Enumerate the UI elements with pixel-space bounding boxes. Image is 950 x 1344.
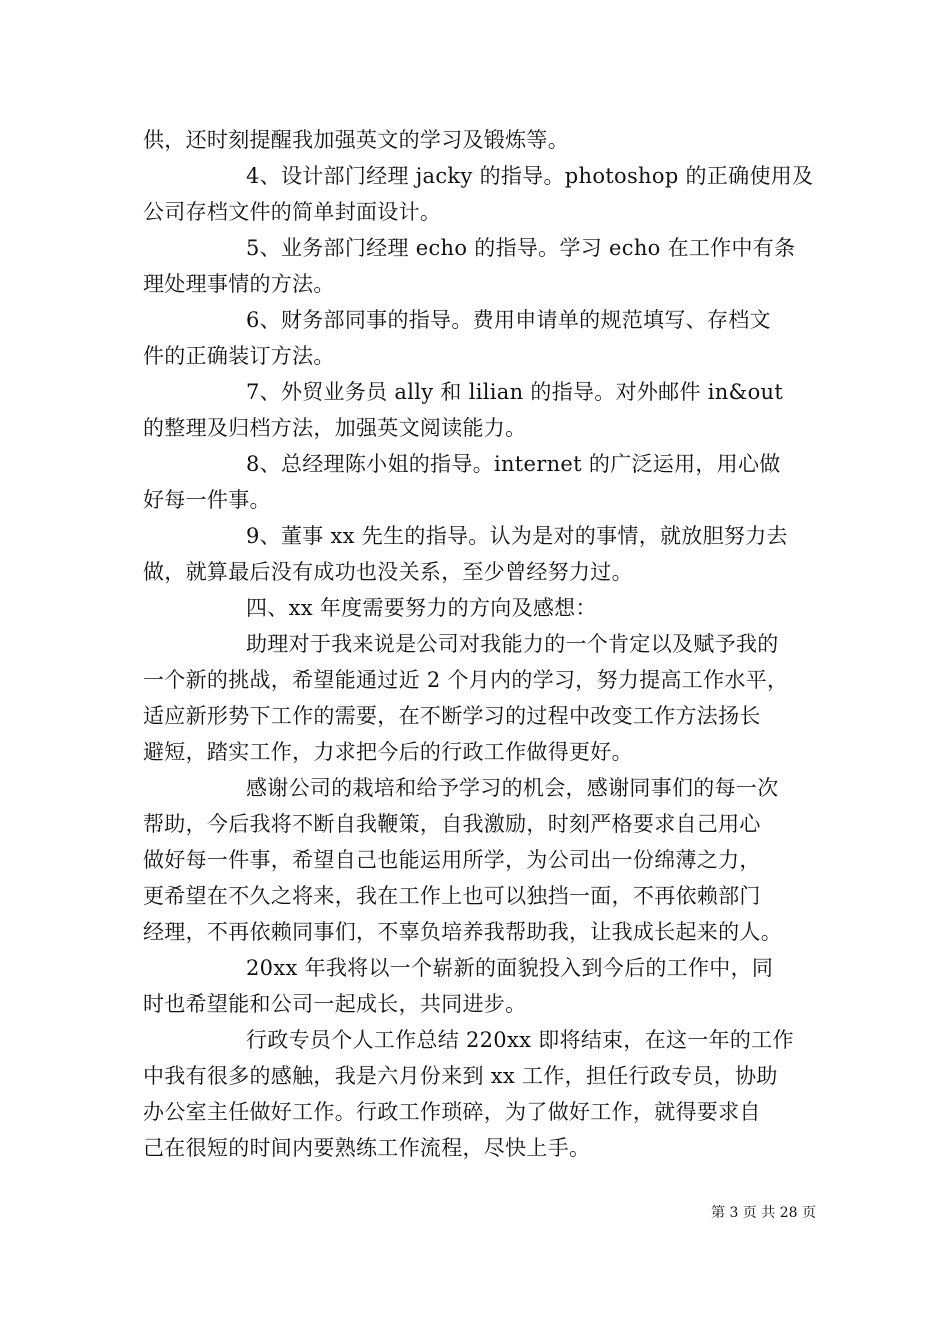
text-line: 避短，踏实工作，力求把今后的行政工作做得更好。	[143, 740, 633, 764]
text-line: 20xx 年我将以一个崭新的面貌投入到今后的工作中，同	[246, 956, 774, 980]
text-line: 6、财务部同事的指导。费用申请单的规范填写、存档文	[246, 308, 771, 332]
text-line: 供，还时刻提醒我加强英文的学习及锻炼等。	[143, 128, 569, 152]
text-line: 帮助，今后我将不断自我鞭策，自我激励，时刻严格要求自己用心	[143, 812, 761, 836]
text-line: 好每一件事。	[143, 488, 271, 512]
text-line: 感谢公司的栽培和给予学习的机会，感谢同事们的每一次	[246, 776, 779, 800]
text-line: 一个新的挑战，希望能通过近 2 个月内的学习，努力提高工作水平，	[143, 668, 789, 692]
text-line: 4、设计部门经理 jacky 的指导。photoshop 的正确使用及	[246, 164, 814, 188]
text-line: 中我有很多的感触，我是六月份来到 xx 工作，担任行政专员，协助	[143, 1064, 778, 1088]
body-text	[143, 122, 815, 1166]
text-line: 适应新形势下工作的需要，在不断学习的过程中改变工作方法扬长	[143, 704, 761, 728]
text-line: 理处理事情的方法。	[143, 272, 335, 296]
page-number: 第 3 页 共 28 页	[711, 1205, 816, 1221]
text-line: 件的正确装订方法。	[143, 344, 335, 368]
text-line: 5、业务部门经理 echo 的指导。学习 echo 在工作中有条	[246, 236, 796, 260]
text-line: 7、外贸业务员 ally 和 lilian 的指导。对外邮件 in&out	[246, 380, 784, 404]
text-line: 时也希望能和公司一起成长，共同进步。	[143, 992, 527, 1016]
text-line: 公司存档文件的简单封面设计。	[143, 200, 442, 224]
text-line: 助理对于我来说是公司对我能力的一个肯定以及赋予我的	[246, 632, 779, 656]
text-line: 的整理及归档方法，加强英文阅读能力。	[143, 416, 527, 440]
text-line: 己在很短的时间内要熟练工作流程，尽快上手。	[143, 1136, 591, 1160]
text-line: 做，就算最后没有成功也没关系，至少曾经努力过。	[143, 560, 633, 584]
text-line: 办公室主任做好工作。行政工作琐碎，为了做好工作，就得要求自	[143, 1100, 761, 1124]
text-line: 经理，不再依赖同事们，不辜负培养我帮助我，让我成长起来的人。	[143, 920, 782, 944]
text-line: 9、董事 xx 先生的指导。认为是对的事情，就放胆努力去	[246, 524, 788, 548]
text-line: 8、总经理陈小姐的指导。internet 的广泛运用，用心做	[246, 452, 781, 476]
text-line: 更希望在不久之将来，我在工作上也可以独挡一面，不再依赖部门	[143, 884, 761, 908]
text-line: 行政专员个人工作总结 220xx 即将结束，在这一年的工作	[246, 1028, 794, 1052]
section-heading: 四、xx 年度需要努力的方向及感想：	[246, 596, 597, 620]
text-line: 做好每一件事，希望自己也能运用所学，为公司出一份绵薄之力，	[143, 848, 761, 872]
